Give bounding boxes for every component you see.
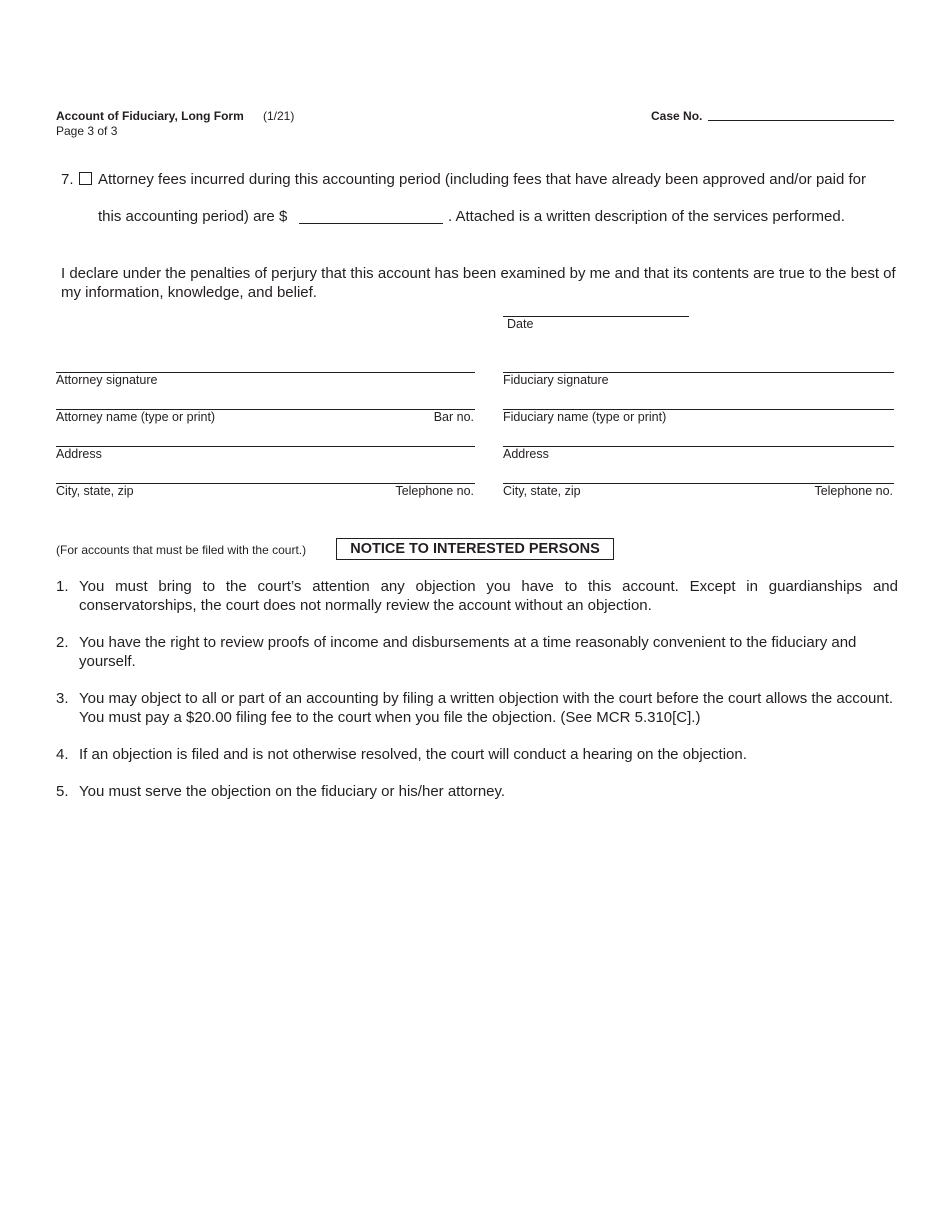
notice-item-text: You must serve the objection on the fiduciary or his/her attorney.	[79, 783, 506, 800]
notice-item-number: 3.	[56, 690, 69, 707]
notice-item	[56, 782, 898, 801]
notice-item-number: 4.	[56, 746, 69, 763]
fiduciary-city-label: City, state, zip	[503, 484, 581, 498]
notice-item-number: 1.	[56, 578, 69, 595]
bar-number-label: Bar no.	[433, 410, 474, 424]
notice-list	[56, 577, 898, 819]
attorney-fees-amount-field[interactable]	[299, 208, 443, 224]
item-7-text-line2-suffix: . Attached is a written description of the services performed.	[448, 208, 845, 225]
notice-item	[56, 689, 898, 727]
case-number-label: Case No.	[651, 109, 703, 123]
notice-item-text: You must bring to the court’s attention any objection you have to this account. Except in guardianships and conservatorships, the court does not normally review the account without an objection.	[79, 578, 898, 614]
case-number-field[interactable]	[708, 120, 894, 121]
item-7-text-line2: this accounting period) are $	[98, 208, 288, 225]
perjury-declaration: I declare under the penalties of perjury that this account has been examined by me and that its contents are true to the best of my information, knowledge, and belief.	[61, 265, 896, 301]
fiduciary-address-field[interactable]	[503, 446, 894, 447]
notice-item	[56, 633, 898, 671]
attorney-address-field[interactable]	[56, 446, 475, 447]
attorney-telephone-label: Telephone no.	[395, 484, 474, 498]
notice-item	[56, 577, 898, 615]
fiduciary-telephone-label: Telephone no.	[814, 484, 893, 498]
fiduciary-name-label: Fiduciary name (type or print)	[503, 410, 667, 424]
notice-item-text: If an objection is filed and is not otherwise resolved, the court will conduct a hearing on the objection.	[79, 746, 747, 763]
notice-item-text: You may object to all or part of an accounting by filing a written objection with the court before the court allows the account. You must pay a $20.00 filing fee to the court when you file the objection. (See MCR 5.310[C].)	[79, 690, 894, 726]
attorney-fees-checkbox[interactable]	[79, 172, 92, 185]
attorney-name-label: Attorney name (type or print)	[56, 410, 216, 424]
date-label: Date	[507, 317, 534, 331]
filing-note: (For accounts that must be filed with the court.)	[56, 543, 307, 557]
attorney-signature-label: Attorney signature	[56, 373, 158, 387]
attorney-address-label: Address	[56, 447, 102, 461]
form-revision: (1/21)	[263, 109, 295, 123]
notice-item-number: 5.	[56, 783, 69, 800]
notice-item-number: 2.	[56, 634, 69, 651]
fiduciary-signature-label: Fiduciary signature	[503, 373, 609, 387]
fiduciary-address-label: Address	[503, 447, 549, 461]
notice-item-text: You have the right to review proofs of income and disbursements at a time reasonably convenient to the fiduciary and yourself.	[79, 634, 857, 670]
notice-title: NOTICE TO INTERESTED PERSONS	[336, 538, 614, 560]
attorney-city-label: City, state, zip	[56, 484, 134, 498]
item-7-text-line1: Attorney fees incurred during this accounting period (including fees that have already been approved and/or paid for	[98, 171, 866, 188]
form-title: Account of Fiduciary, Long Form	[56, 109, 244, 123]
notice-item	[56, 745, 898, 764]
item-7-number: 7.	[61, 171, 74, 188]
page-number: Page 3 of 3	[56, 124, 118, 138]
